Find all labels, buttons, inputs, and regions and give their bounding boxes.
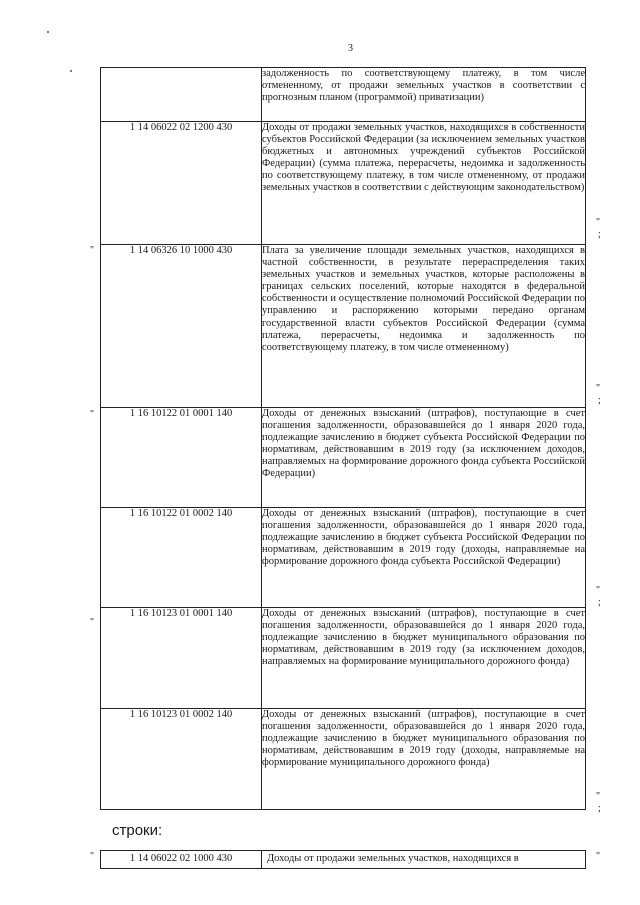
- table-row-description: [262, 68, 586, 122]
- table-row: [101, 608, 586, 709]
- table-row-description: [262, 508, 586, 608]
- table-row-description: Доходы от продажи земельных участков, находящихся в: [267, 853, 519, 864]
- open-quote: ": [90, 409, 95, 420]
- description-text: Доходы от продажи земельных участков, находящихся в собственности субъектов Российской Федерации (за исключением земельных участков бюджетных и автономных учреждений субъектов Российской Федерации) (сумма платежа, перерасчеты, недоимка и задолженность по соответствующему платежу, в том числе отмененному, от продажи земельных участков в соответствии с действующим законодательством): [262, 122, 585, 194]
- semicolon: ;: [598, 803, 601, 814]
- table-row-description: [262, 245, 586, 408]
- table-row: [101, 68, 586, 122]
- semicolon: ;: [598, 597, 601, 608]
- scan-dot: [70, 70, 72, 72]
- close-quote: ": [596, 851, 601, 862]
- open-quote: ": [90, 617, 95, 628]
- semicolon: ;: [598, 395, 601, 406]
- table-row-code: 1 14 06326 10 1000 430: [101, 245, 262, 408]
- budget-codes-table: [100, 67, 586, 810]
- description-text: Плата за увеличение площади земельных участков, находящихся в частной собственности, в результате перераспределения таких земельных участков и земельных участков, которые расположены в границах сельских поселений, которые находятся в федеральной собственности и осуществление полномочий Российской Федерации по управлению и распоряжению которыми передано органам государственной власти субъектов Российской Федерации (сумма платежа, перерасчеты, недоимка и задолженность по соответствующему платежу, в том числе отмененному): [262, 245, 585, 353]
- semicolon: ;: [598, 229, 601, 240]
- table-row-description: [262, 709, 586, 810]
- close-quote: ": [596, 217, 601, 228]
- description-text: Доходы от денежных взысканий (штрафов), поступающие в счет погашения задолженности, образовавшейся до 1 января 2020 года, подлежащие зачислению в бюджет муниципального образования по нормативам, действовавшим в 2019 году (доходы, направляемые на формирование муниципального дорожного фонда): [262, 709, 585, 769]
- description-text: Доходы от денежных взысканий (штрафов), поступающие в счет погашения задолженности, образовавшейся до 1 января 2020 года, подлежащие зачислению в бюджет субъекта Российской Федерации по нормативам, действовавшим в 2019 году (доходы, направляемые на формирование дорожного фонда субъекта Российской Федерации): [262, 508, 585, 568]
- table-row: [100, 850, 586, 869]
- close-quote: ": [596, 585, 601, 596]
- table-row: [101, 508, 586, 608]
- table-row-code: 1 16 10123 01 0001 140: [101, 608, 262, 709]
- description-text: задолженность по соответствующему платежу, в том числе отмененному, от продажи земельных участков в соответствии с прогнозным планом (программой) приватизации): [262, 68, 585, 104]
- table-row: [101, 709, 586, 810]
- table-row-code: 1 16 10122 01 0001 140: [101, 408, 262, 508]
- table-row: [101, 408, 586, 508]
- page-number: 3: [348, 43, 353, 54]
- table-row-description: [262, 122, 586, 245]
- table-row-code: 1 14 06022 02 1200 430: [101, 122, 262, 245]
- table-row: [101, 245, 586, 408]
- table-row-description: [262, 408, 586, 508]
- close-quote: ": [596, 383, 601, 394]
- table-row-code: 1 16 10122 01 0002 140: [101, 508, 262, 608]
- description-text: Доходы от денежных взысканий (штрафов), поступающие в счет погашения задолженности, образовавшейся до 1 января 2020 года, подлежащие зачислению в бюджет субъекта Российской Федерации по нормативам, действовавшим в 2019 году (за исключением доходов, направляемых на формирование дорожного фонда субъекта Российской Федерации): [262, 408, 585, 480]
- close-quote: ": [596, 791, 601, 802]
- strok-label: строки:: [112, 822, 163, 839]
- table-row-code: 1 14 06022 02 1000 430: [129, 853, 233, 864]
- table-row-description: [262, 608, 586, 709]
- table-row-code: 1 16 10123 01 0002 140: [101, 709, 262, 810]
- scan-dot: [47, 31, 49, 33]
- open-quote: ": [90, 851, 95, 862]
- table-row-code: [101, 68, 262, 122]
- table-row: [101, 122, 586, 245]
- open-quote: ": [90, 245, 95, 256]
- description-text: Доходы от денежных взысканий (штрафов), поступающие в счет погашения задолженности, образовавшейся до 1 января 2020 года, подлежащие зачислению в бюджет муниципального образования по нормативам, действовавшим в 2019 году (за исключением доходов, направляемых на формирование муниципального дорожного фонда): [262, 608, 585, 668]
- column-divider: [261, 851, 262, 868]
